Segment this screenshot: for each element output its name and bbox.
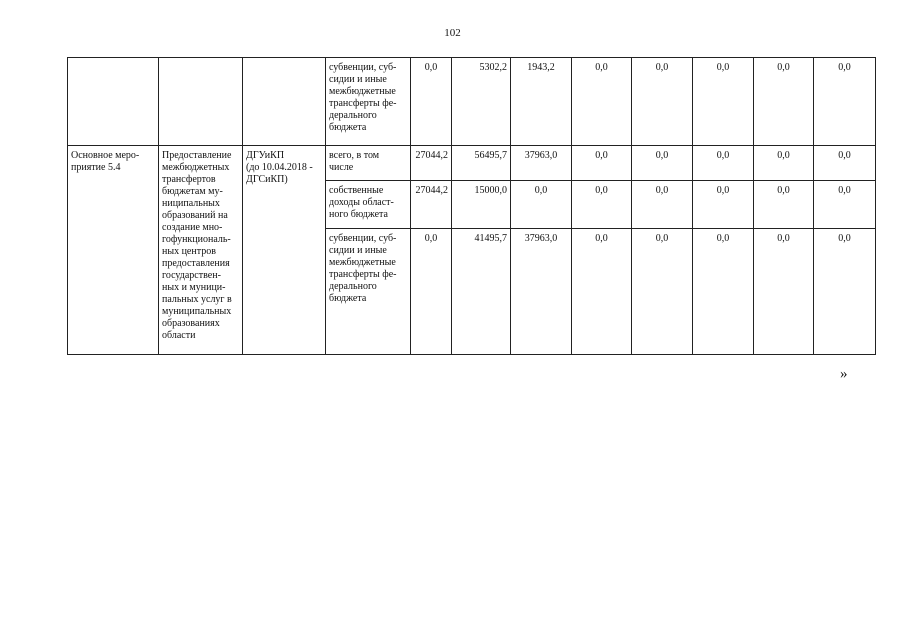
funding-source: субвенции, суб- сидии и иные межбюджетные трансферты фе- дерального бюджета: [329, 62, 397, 133]
value-cell: 0,0: [754, 146, 814, 181]
value-cell: 0,0: [754, 181, 814, 229]
closing-quote-mark: »: [840, 366, 848, 382]
value-cell: 0,0: [814, 229, 876, 355]
value-cell: 0,0: [754, 229, 814, 355]
funding-source-cell: [326, 146, 411, 181]
value-cell: 56495,7: [452, 146, 511, 181]
table-row: [68, 146, 876, 181]
value-cell: 27044,2: [411, 146, 452, 181]
funding-source-cell: [326, 181, 411, 229]
value-cell: 0,0: [411, 58, 452, 146]
activity-description-cell: [159, 58, 243, 146]
value-cell: 0,0: [693, 229, 754, 355]
value-cell: 0,0: [572, 181, 632, 229]
value-cell: 0,0: [632, 146, 693, 181]
value-cell: 0,0: [693, 58, 754, 146]
value-cell: 0,0: [693, 181, 754, 229]
value-cell: 5302,2: [452, 58, 511, 146]
funding-source: субвенции, суб- сидии и иные межбюджетные трансферты фе- дерального бюджета: [329, 233, 397, 304]
activity-name: Основное меро- приятие 5.4: [71, 150, 140, 173]
funding-source: всего, в том числе: [329, 150, 380, 173]
value-cell: 37963,0: [511, 229, 572, 355]
page-number: 102: [444, 27, 461, 39]
executor: ДГУиКП (до 10.04.2018 - ДГСиКП): [246, 150, 313, 185]
budget-table: [67, 57, 876, 355]
activity-name-cell: [68, 146, 159, 355]
activity-name-cell: [68, 58, 159, 146]
value-cell: 37963,0: [511, 146, 572, 181]
value-cell: 0,0: [632, 229, 693, 355]
table-row: [68, 58, 876, 146]
value-cell: 0,0: [572, 229, 632, 355]
funding-source-cell: [326, 58, 411, 146]
funding-source-cell: [326, 229, 411, 355]
value-cell: 0,0: [814, 146, 876, 181]
value-cell: 0,0: [754, 58, 814, 146]
value-cell: 0,0: [572, 58, 632, 146]
value-cell: 0,0: [572, 146, 632, 181]
value-cell: 27044,2: [411, 181, 452, 229]
value-cell: 0,0: [632, 181, 693, 229]
value-cell: 0,0: [411, 229, 452, 355]
value-cell: 1943,2: [511, 58, 572, 146]
value-cell: 0,0: [814, 181, 876, 229]
value-cell: 0,0: [632, 58, 693, 146]
value-cell: 41495,7: [452, 229, 511, 355]
funding-source: собственные доходы област- ного бюджета: [329, 185, 394, 220]
activity-description: Предоставление межбюджетных трансфертов бюджетам му- ниципальных образований на создание мно- гофункциональ- ных центров предоставления государствен- ных и муници- пальных услуг в муниципальных образованиях области: [162, 150, 232, 341]
executor-cell: [243, 58, 326, 146]
value-cell: 0,0: [511, 181, 572, 229]
executor-cell: [243, 146, 326, 355]
value-cell: 15000,0: [452, 181, 511, 229]
value-cell: 0,0: [814, 58, 876, 146]
activity-description-cell: [159, 146, 243, 355]
value-cell: 0,0: [693, 146, 754, 181]
